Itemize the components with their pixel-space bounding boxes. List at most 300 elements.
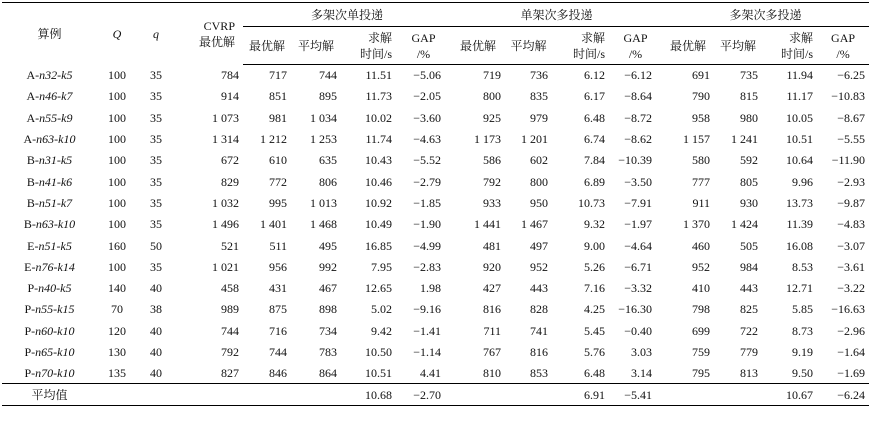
instance-prefix: B-: [23, 217, 36, 232]
cell-g1-time: 12.65: [365, 281, 392, 296]
cell-cvrp: 1 314: [212, 132, 239, 147]
cell-g3-best: 777: [692, 174, 711, 189]
cell-g1-gap: 4.41: [420, 366, 442, 381]
instance-prefix: P-: [24, 323, 36, 338]
cell-g1-gap: −2.05: [413, 89, 442, 104]
cell-g2-gap: −16.30: [618, 302, 653, 317]
table-row: [2, 171, 869, 192]
cell-capacity-lower: 40: [150, 281, 162, 296]
cell-g2-avg: 828: [530, 302, 549, 317]
cell-g3-gap: −6.25: [837, 68, 866, 83]
table-row: [2, 235, 869, 256]
cell-g3-avg: 592: [740, 153, 759, 168]
cell-g3-time: 12.71: [786, 281, 814, 296]
instance-n: n55-: [35, 302, 58, 317]
cell-g3-time: 10.51: [786, 132, 814, 147]
cell-g1-best: 744: [269, 345, 287, 359]
cell-g2-avg: 835: [530, 89, 549, 104]
cell-g3-time: 10.64: [786, 153, 814, 168]
cell-g1-avg: 1 013: [310, 195, 337, 210]
cell-g3-time: 5.85: [792, 302, 814, 317]
instance-prefix: B-: [26, 174, 39, 189]
cell-g3-time: 9.19: [792, 345, 814, 359]
cell-capacity-upper: 120: [108, 323, 126, 338]
cell-g1-best: 431: [269, 281, 287, 296]
cell-cvrp: 1 021: [212, 259, 239, 274]
cell-cvrp: 458: [221, 281, 239, 296]
cell-g2-best: 719: [483, 68, 502, 83]
instance-prefix: B-: [26, 195, 39, 210]
cell-g3-time: 8.73: [792, 323, 814, 338]
cell-g3-gap: −8.67: [837, 110, 866, 125]
cell-g3-avg: 930: [740, 195, 759, 210]
cell-g2-avg: 602: [530, 153, 549, 168]
cell-g2-avg: 952: [530, 259, 549, 274]
instance-n: n31-: [38, 153, 61, 168]
average-g1-time: 10.68: [341, 384, 396, 406]
cell-capacity-lower: 35: [150, 110, 162, 125]
cell-g1-best: 716: [269, 323, 287, 338]
cell-cvrp: 672: [221, 153, 239, 168]
cell-g1-time: 10.50: [365, 345, 392, 359]
instance-n: n55-: [39, 110, 62, 125]
cell-g1-gap: −5.06: [413, 68, 442, 83]
cell-g1-avg: 895: [319, 89, 337, 104]
cell-g3-gap: −3.07: [837, 238, 866, 253]
cell-capacity-upper: 140: [108, 281, 126, 296]
cell-g2-best: 481: [483, 238, 502, 253]
header-cvrp-line2: 最优解: [198, 34, 235, 49]
cell-g2-best: 933: [483, 195, 502, 210]
instance-name: [2, 65, 97, 86]
cell-g3-best: 691: [692, 68, 711, 83]
cell-g3-best: 1 157: [683, 132, 711, 147]
cell-g1-gap: −9.16: [413, 302, 442, 317]
header-g2-sub-gap: [609, 27, 662, 65]
table-body: [2, 65, 869, 384]
cell-g3-best: 1 370: [683, 217, 711, 232]
cell-g3-avg: 1 424: [731, 217, 759, 232]
cell-g1-gap: −2.79: [413, 174, 442, 189]
header-g3-sub-time-line2: 时间/s: [781, 46, 814, 61]
instance-k: k14: [57, 259, 75, 274]
table-row: [2, 150, 869, 171]
instance-prefix: P-: [24, 366, 36, 381]
cell-g2-best: 427: [483, 281, 502, 296]
table-row: [2, 86, 869, 107]
cell-g3-time: 11.94: [786, 68, 814, 83]
instance-name: [2, 235, 97, 256]
header-g1-sub-gap-line2: /%: [416, 46, 431, 61]
cell-g1-gap: −4.63: [413, 132, 442, 147]
cell-cvrp: 829: [221, 174, 239, 189]
instance-n: n63-: [35, 217, 58, 232]
cell-cvrp: 744: [221, 323, 239, 338]
cell-capacity-upper: 100: [108, 68, 126, 83]
cell-g2-avg: 1 467: [521, 217, 549, 232]
instance-name: [2, 171, 97, 192]
header-g3-sub-time: [762, 27, 817, 65]
instance-name: [2, 192, 97, 213]
header-g1-sub-avg: 平均解: [291, 27, 341, 65]
cell-capacity-lower: 35: [150, 259, 162, 274]
cell-g2-gap: 3.14: [631, 366, 653, 381]
cell-g3-time: 9.96: [792, 174, 814, 189]
cell-g1-avg: 1 034: [310, 110, 337, 125]
cell-g2-time: 7.84: [584, 153, 606, 168]
cell-capacity-upper: 100: [108, 259, 126, 274]
header-group-3: 多架次多投递: [662, 3, 869, 27]
cell-g1-best: 511: [269, 238, 287, 253]
cell-g3-avg: 815: [740, 89, 759, 104]
cell-g1-best: 717: [269, 68, 287, 83]
table-row: [2, 65, 869, 86]
cell-g2-best: 925: [483, 110, 502, 125]
average-label: 平均值: [2, 384, 97, 406]
cell-cvrp: 1 496: [212, 217, 239, 232]
header-capacity-upper: Q: [97, 3, 137, 65]
cell-g2-avg: 816: [530, 345, 549, 359]
cell-g3-best: 460: [692, 238, 711, 253]
average-row: [2, 384, 869, 406]
cell-g2-time: 6.48: [584, 110, 606, 125]
cell-g2-gap: −4.64: [624, 238, 653, 253]
cell-g1-time: 11.51: [365, 68, 392, 83]
instance-n: n40-: [38, 281, 61, 296]
cell-g2-time: 10.73: [578, 195, 606, 210]
cell-g3-avg: 505: [740, 238, 759, 253]
header-cvrp-line1: CVRP: [203, 18, 235, 33]
cell-capacity-lower: 40: [150, 323, 162, 338]
cell-capacity-lower: 35: [150, 217, 162, 232]
cell-g1-avg: 783: [319, 345, 337, 359]
instance-n: n51-: [38, 238, 61, 253]
header-instance: 算例: [2, 3, 97, 65]
instance-n: n41-: [38, 174, 61, 189]
table-row: [2, 341, 869, 362]
cell-g2-avg: 497: [530, 238, 549, 253]
cell-g2-time: 9.32: [584, 217, 606, 232]
cell-cvrp: 792: [221, 345, 239, 359]
header-cvrp: [175, 3, 243, 65]
cell-capacity-upper: 100: [108, 132, 126, 147]
cell-g1-best: 956: [269, 259, 287, 274]
header-g2-sub-avg: 平均解: [505, 27, 552, 65]
cell-cvrp: 914: [221, 89, 239, 104]
cell-g1-best: 846: [269, 366, 287, 381]
cell-g3-gap: −4.83: [837, 217, 866, 232]
cell-g2-best: 711: [483, 323, 502, 338]
instance-name: [2, 128, 97, 149]
cell-g1-avg: 744: [319, 68, 337, 83]
cell-g2-time: 6.89: [584, 174, 606, 189]
instance-n: n60-: [35, 323, 58, 338]
cell-g1-gap: −1.41: [413, 323, 442, 338]
cell-capacity-upper: 160: [108, 238, 126, 253]
instance-prefix: E-: [24, 259, 36, 274]
cell-g1-gap: −1.90: [413, 217, 442, 232]
cell-capacity-upper: 135: [108, 366, 126, 381]
instance-name: [2, 86, 97, 107]
cell-g3-gap: −3.61: [837, 259, 866, 274]
header-g1-sub-time: [341, 27, 396, 65]
instance-k: k10: [57, 345, 75, 359]
cell-g2-gap: −10.39: [618, 153, 653, 168]
cell-g2-avg: 800: [530, 174, 549, 189]
header-g3-sub-avg: 平均解: [714, 27, 762, 65]
cell-g2-time: 5.45: [584, 323, 606, 338]
cell-capacity-upper: 100: [108, 89, 126, 104]
instance-prefix: A-: [26, 68, 40, 83]
instance-prefix: A-: [23, 132, 37, 147]
average-g3-gap: −6.24: [817, 384, 869, 406]
cell-g2-gap: −7.91: [624, 195, 653, 210]
cell-g3-gap: −3.22: [837, 281, 866, 296]
table-header: [2, 3, 869, 65]
cell-g2-best: 816: [483, 302, 502, 317]
cell-g2-gap: −6.12: [624, 68, 653, 83]
cell-g3-time: 11.39: [786, 217, 814, 232]
cell-capacity-lower: 40: [150, 366, 162, 381]
cell-g1-time: 10.92: [365, 195, 392, 210]
instance-n: n76-: [35, 259, 58, 274]
cell-g2-best: 1 173: [474, 132, 502, 147]
instance-k: k10: [58, 132, 76, 147]
table-row: [2, 192, 869, 213]
average-g1-gap: −2.70: [396, 384, 451, 406]
cell-capacity-upper: 100: [108, 174, 126, 189]
cell-g1-time: 5.02: [371, 302, 392, 317]
table-row: [2, 320, 869, 341]
table-row: [2, 363, 869, 384]
header-g3-sub-gap-line2: /%: [836, 46, 850, 61]
cell-g3-best: 795: [692, 366, 711, 381]
cell-g1-time: 11.73: [365, 89, 392, 104]
average-g2-time: 6.91: [552, 384, 609, 406]
instance-k: k9: [61, 110, 73, 125]
cell-g3-avg: 805: [740, 174, 759, 189]
instance-k: k5: [60, 153, 73, 168]
cell-g2-avg: 1 201: [521, 132, 549, 147]
header-group-2: 单架次多投递: [451, 3, 662, 27]
cell-g1-time: 10.51: [365, 366, 392, 381]
cell-capacity-lower: 35: [150, 174, 162, 189]
instance-prefix: A-: [26, 89, 40, 104]
cell-g2-avg: 979: [530, 110, 549, 125]
cell-g2-gap: −8.64: [624, 89, 653, 104]
cell-g3-avg: 735: [740, 68, 759, 83]
cell-g3-time: 16.08: [786, 238, 814, 253]
instance-n: n65-: [35, 345, 58, 359]
cell-capacity-lower: 35: [150, 195, 162, 210]
header-g1-sub-time-line2: 时间/s: [359, 46, 392, 61]
instance-prefix: E-: [27, 238, 39, 253]
instance-name: [2, 214, 97, 235]
instance-name: [2, 363, 97, 384]
cell-g3-time: 8.53: [792, 259, 814, 274]
cell-g3-best: 699: [692, 323, 711, 338]
cell-g1-best: 875: [269, 302, 287, 317]
cell-g1-time: 10.43: [365, 153, 392, 168]
cell-g1-avg: 1 468: [310, 217, 337, 232]
cell-g2-time: 5.26: [584, 259, 606, 274]
table-row: [2, 128, 869, 149]
cell-g2-time: 7.16: [584, 281, 606, 296]
instance-n: n46-: [39, 89, 62, 104]
cell-g3-avg: 779: [740, 345, 759, 359]
cell-g1-best: 995: [269, 195, 287, 210]
cell-g3-time: 10.05: [786, 110, 814, 125]
instance-k: k10: [57, 217, 76, 232]
cell-g1-gap: −1.85: [413, 195, 442, 210]
cell-g3-gap: −1.64: [837, 345, 866, 359]
instance-n: n70-: [35, 366, 58, 381]
cell-g3-best: 911: [692, 195, 711, 210]
header-g1-sub-best: 最优解: [243, 27, 291, 65]
cell-g1-avg: 495: [319, 238, 337, 253]
cell-g1-avg: 806: [319, 174, 337, 189]
cell-g1-avg: 1 253: [310, 132, 337, 147]
header-g3-sub-gap-line1: GAP: [831, 30, 856, 45]
cell-g3-avg: 1 241: [731, 132, 759, 147]
cell-g1-best: 851: [269, 89, 287, 104]
header-g2-sub-gap-line2: /%: [628, 46, 643, 61]
cell-g2-best: 810: [483, 366, 502, 381]
cell-g2-gap: 3.03: [631, 345, 653, 359]
instance-k: k10: [57, 366, 75, 381]
cell-cvrp: 521: [221, 238, 239, 253]
cell-g1-gap: 1.98: [420, 281, 442, 296]
instance-k: k5: [60, 238, 72, 253]
cell-g3-time: 11.17: [786, 89, 814, 104]
cell-g3-avg: 443: [740, 281, 759, 296]
cell-capacity-upper: 100: [108, 217, 126, 232]
cell-g3-gap: −16.63: [831, 302, 866, 317]
instance-n: n63-: [36, 132, 59, 147]
cell-capacity-lower: 35: [150, 89, 162, 104]
cell-g3-gap: −2.96: [837, 323, 866, 338]
table-row: [2, 256, 869, 277]
cell-capacity-lower: 38: [150, 302, 162, 317]
cell-g2-time: 6.74: [584, 132, 606, 147]
cell-g1-best: 1 401: [260, 217, 287, 232]
cell-g2-gap: −8.62: [624, 132, 653, 147]
header-g2-sub-gap-line1: GAP: [623, 30, 648, 45]
cell-g1-avg: 864: [319, 366, 337, 381]
cell-capacity-lower: 35: [150, 153, 162, 168]
instance-k: k6: [60, 174, 73, 189]
instance-k: k7: [60, 195, 73, 210]
cell-capacity-lower: 50: [150, 238, 162, 253]
cell-cvrp: 989: [221, 302, 239, 317]
header-group-1: 多架次单投递: [243, 3, 451, 27]
cell-g1-time: 11.74: [365, 132, 392, 147]
cell-g3-gap: −10.83: [831, 89, 866, 104]
cell-g1-time: 9.42: [371, 323, 392, 338]
cell-g3-best: 759: [692, 345, 711, 359]
cell-g3-best: 410: [692, 281, 711, 296]
cell-g2-avg: 950: [530, 195, 549, 210]
cell-g2-time: 6.17: [584, 89, 606, 104]
cell-g1-gap: −5.52: [413, 153, 442, 168]
header-g1-sub-time-line1: 求解: [367, 30, 392, 45]
cell-g3-avg: 813: [740, 366, 759, 381]
cell-g2-avg: 853: [530, 366, 549, 381]
cell-g1-avg: 734: [319, 323, 337, 338]
cell-g2-best: 586: [483, 153, 502, 168]
instance-k: k15: [57, 302, 75, 317]
instance-prefix: A-: [26, 110, 40, 125]
cell-g1-gap: −4.99: [413, 238, 442, 253]
instance-prefix: P-: [27, 281, 39, 296]
cell-capacity-upper: 100: [108, 153, 126, 168]
instance-name: [2, 256, 97, 277]
cell-g2-gap: −3.32: [624, 281, 653, 296]
instance-prefix: P-: [24, 302, 36, 317]
cell-g2-time: 5.76: [584, 345, 606, 359]
cell-cvrp: 1 032: [212, 195, 239, 210]
table-row: [2, 277, 869, 298]
instance-name: [2, 341, 97, 362]
cell-g3-best: 580: [692, 153, 711, 168]
cell-g2-best: 792: [483, 174, 502, 189]
header-g3-sub-gap: [817, 27, 869, 65]
cell-g3-best: 952: [692, 259, 711, 274]
cell-capacity-upper: 100: [108, 195, 126, 210]
cell-g1-time: 10.46: [365, 174, 392, 189]
instance-n: n51-: [38, 195, 61, 210]
cell-g2-time: 6.48: [584, 366, 606, 381]
cell-g1-avg: 467: [319, 281, 337, 296]
instance-prefix: P-: [24, 345, 36, 359]
cell-g2-time: 9.00: [584, 238, 606, 253]
cell-g1-time: 10.02: [365, 110, 392, 125]
header-g1-sub-gap: [396, 27, 451, 65]
header-capacity-lower: q: [137, 3, 175, 65]
header-g3-sub-time-line1: 求解: [789, 30, 814, 45]
cell-g2-gap: −1.97: [624, 217, 653, 232]
header-g2-sub-time-line1: 求解: [581, 30, 606, 45]
cell-cvrp: 1 073: [212, 110, 239, 125]
cell-g1-time: 7.95: [371, 259, 392, 274]
results-table: [2, 2, 869, 406]
header-g2-sub-best: 最优解: [451, 27, 505, 65]
cell-g2-avg: 443: [530, 281, 549, 296]
cell-g2-best: 1 441: [474, 217, 502, 232]
cell-g3-gap: −11.90: [831, 153, 866, 168]
instance-name: [2, 299, 97, 320]
cell-g2-time: 6.12: [584, 68, 606, 83]
cell-g1-best: 1 212: [260, 132, 287, 147]
cell-g3-gap: −2.93: [837, 174, 866, 189]
instance-name: [2, 277, 97, 298]
cell-cvrp: 827: [221, 366, 239, 381]
cell-g3-best: 790: [692, 89, 711, 104]
header-g3-sub-best: 最优解: [662, 27, 714, 65]
cell-g3-time: 13.73: [786, 195, 814, 210]
cell-g3-gap: −9.87: [837, 195, 866, 210]
cell-g3-gap: −1.69: [837, 366, 866, 381]
cell-g3-best: 798: [692, 302, 711, 317]
cell-g2-best: 920: [483, 259, 502, 274]
instance-prefix: B-: [26, 153, 39, 168]
cell-g2-best: 800: [483, 89, 502, 104]
cell-g1-gap: −3.60: [413, 110, 442, 125]
cell-g3-avg: 825: [740, 302, 759, 317]
cell-g3-gap: −5.55: [837, 132, 866, 147]
table-row: [2, 107, 869, 128]
cell-g3-time: 9.50: [792, 366, 814, 381]
